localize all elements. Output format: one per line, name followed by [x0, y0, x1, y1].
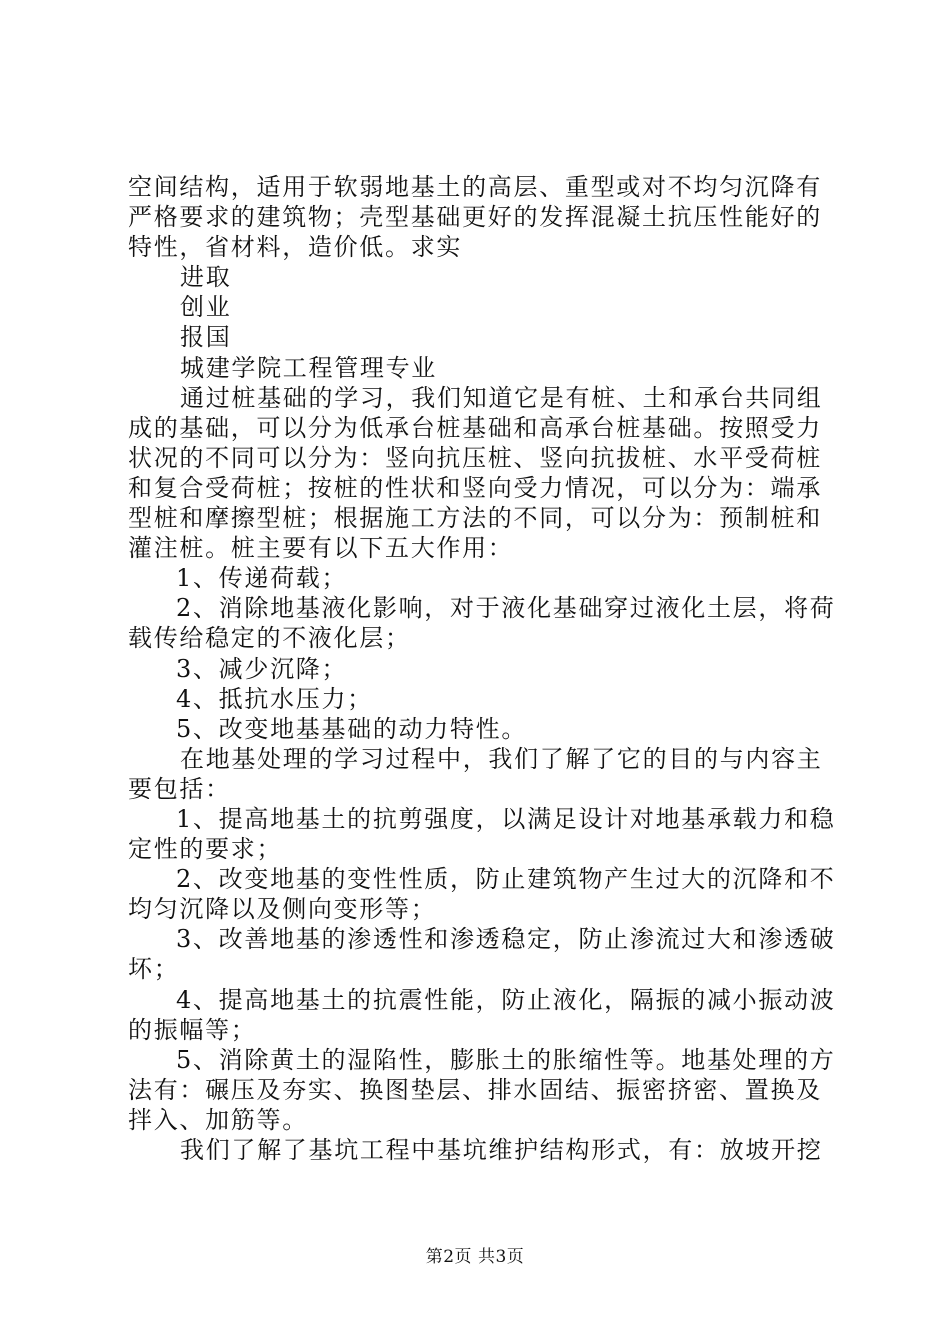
text-line: 的振幅等；	[128, 1015, 257, 1044]
text-line: 法有：碾压及夯实、换图垫层、排水固结、振密挤密、置换及	[128, 1075, 822, 1104]
text-line: 坏；	[128, 955, 180, 984]
text-line: 3、减少沉降；	[176, 654, 348, 683]
body-text	[128, 172, 836, 1165]
text-line: 和复合受荷桩；按桩的性状和竖向受力情况，可以分为：端承	[128, 473, 822, 502]
text-line: 5、改变地基基础的动力特性。	[176, 714, 528, 743]
text-line: 报国	[180, 323, 232, 352]
text-line: 载传给稳定的不液化层；	[128, 624, 411, 653]
text-line: 型桩和摩擦型桩；根据施工方法的不同，可以分为：预制桩和	[128, 504, 822, 533]
text-line: 灌注桩。桩主要有以下五大作用：	[128, 534, 514, 563]
text-line: 我们了解了基坑工程中基坑维护结构形式，有：放坡开挖	[180, 1136, 823, 1164]
text-line: 成的基础，可以分为低承台桩基础和高承台桩基础。按照受力	[128, 413, 822, 442]
text-line: 空间结构，适用于软弱地基土的高层、重型或对不均匀沉降有	[128, 173, 822, 201]
text-line: 4、提高地基土的抗震性能，防止液化，隔振的减小振动波	[176, 985, 836, 1014]
page-footer: 第2页 共3页	[425, 1247, 525, 1267]
text-line: 状况的不同可以分为：竖向抗压桩、竖向抗拔桩、水平受荷桩	[128, 443, 822, 472]
text-line: 要包括：	[128, 774, 231, 803]
text-line: 4、抵抗水压力；	[176, 684, 373, 713]
text-line: 通过桩基础的学习，我们知道它是有桩、土和承台共同组	[180, 383, 823, 412]
text-line: 3、改善地基的渗透性和渗透稳定，防止渗流过大和渗透破	[176, 925, 836, 954]
text-line: 均匀沉降以及侧向变形等；	[128, 895, 437, 924]
text-line: 2、改变地基的变性性质，防止建筑物产生过大的沉降和不	[176, 865, 836, 894]
text-line: 2、消除地基液化影响，对于液化基础穿过液化土层，将荷	[176, 594, 836, 623]
text-line: 严格要求的建筑物；壳型基础更好的发挥混凝土抗压性能好的	[128, 203, 822, 232]
text-line: 1、提高地基土的抗剪强度，以满足设计对地基承载力和稳	[176, 804, 836, 833]
text-line: 1、传递荷载；	[176, 564, 348, 593]
text-line: 在地基处理的学习过程中，我们了解了它的目的与内容主	[180, 744, 823, 773]
text-line: 5、消除黄土的湿陷性，膨胀土的胀缩性等。地基处理的方	[176, 1045, 836, 1074]
text-line: 定性的要求；	[128, 835, 283, 864]
text-line: 特性，省材料，造价低。求实	[128, 233, 463, 262]
text-line: 城建学院工程管理专业	[180, 353, 437, 382]
text-line: 进取	[180, 263, 232, 292]
text-line: 创业	[180, 293, 232, 322]
text-line: 拌入、加筋等。	[128, 1105, 308, 1134]
